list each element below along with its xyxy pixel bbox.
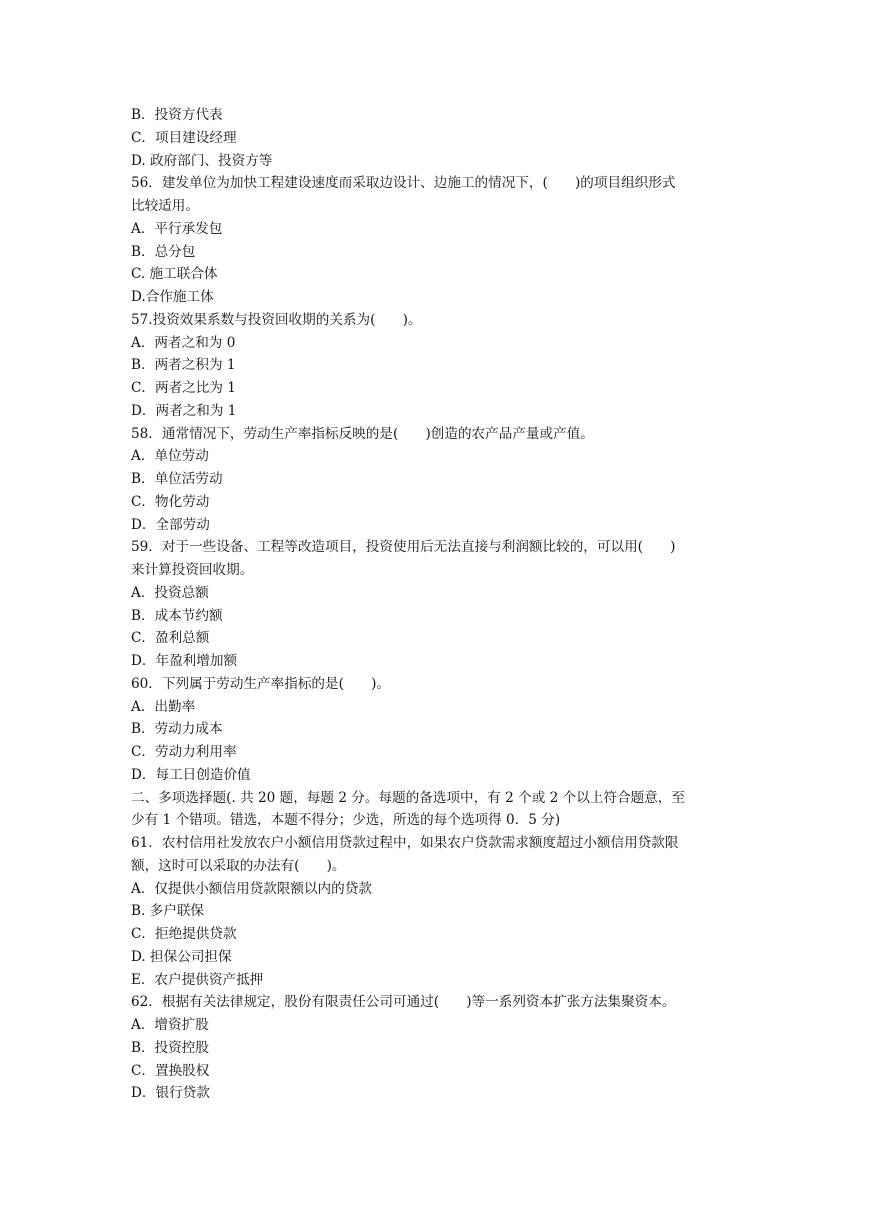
- option-b-text: B. 多户联保: [131, 903, 205, 920]
- document-page: [131, 104, 743, 1105]
- option-b-text: B．两者之积为 1: [131, 357, 236, 374]
- option-e-text: E．农户提供资产抵押: [131, 971, 264, 988]
- option-a-text: A．两者之和为 0: [131, 334, 236, 351]
- option-c-text: C．置换股权: [131, 1062, 210, 1079]
- option-a-text: A．平行承发包: [131, 220, 223, 237]
- option-c-text: C．物化劳动: [131, 493, 210, 510]
- question-61-text-cont: 额，这时可以采取的办法有( )。: [131, 857, 346, 874]
- question-59-text: 59．对于一些设备、工程等改造项目，投资使用后无法直接与利润额比较的，可以用( ): [131, 539, 676, 556]
- question-56-text: 56．建发单位为加快工程建设速度而采取边设计、边施工的情况下，( )的项目组织形式: [131, 175, 676, 192]
- question-56-text-cont: 比较适用。: [131, 198, 199, 214]
- question-62-text: 62．根据有关法律规定，股份有限责任公司可通过( )等一系列资本扩张方法集聚资本。: [131, 994, 676, 1011]
- question-58-text: 58．通常情况下，劳动生产率指标反映的是( )创造的农产品产量或产值。: [131, 425, 594, 442]
- option-c-text: C．拒绝提供贷款: [131, 926, 237, 942]
- option-c-text: C. 施工联合体: [131, 266, 218, 283]
- option-d-text: D.合作施工体: [131, 289, 214, 305]
- option-a-text: A．单位劳动: [131, 448, 209, 465]
- option-b-text: B．总分包: [131, 243, 196, 260]
- option-a-text: A．仅提供小额信用贷款限额以内的贷款: [131, 880, 372, 897]
- question-57-text: 57.投资效果系数与投资回收期的关系为( )。: [131, 311, 422, 328]
- question-59-text-cont: 来计算投资回收期。: [131, 562, 254, 578]
- option-b-text: B．成本节约额: [131, 607, 223, 624]
- option-b-text: B．劳动力成本: [131, 721, 223, 738]
- section-heading: 二、多项选择题(. 共 20 题，每题 2 分。每题的备选项中，有 2 个或 2 个以上符合题意，至: [131, 789, 685, 806]
- option-b-text: B．投资方代表: [131, 107, 223, 123]
- option-d-text: D. 担保公司担保: [131, 948, 232, 965]
- option-d-text: D．全部劳动: [131, 516, 210, 533]
- option-d-text: D. 政府部门、投资方等: [131, 152, 273, 169]
- option-a-text: A．增资扩股: [131, 1017, 209, 1033]
- option-b-text: B．单位活劳动: [131, 471, 223, 487]
- option-a-text: A．出勤率: [131, 698, 196, 715]
- section-heading-cont: 少有 1 个错项。错选，本题不得分；少选，所选的每个选项得 0．5 分): [131, 812, 561, 829]
- question-60-text: 60．下列属于劳动生产率指标的是( )。: [131, 675, 390, 692]
- option-d-text: D．每工日创造价值: [131, 766, 251, 783]
- option-d-text: D．两者之和为 1: [131, 402, 237, 419]
- option-c-text: C．项目建设经理: [131, 129, 237, 146]
- option-b-text: B．投资控股: [131, 1039, 209, 1056]
- option-c-text: C．两者之比为 1: [131, 380, 236, 396]
- question-61-text: 61．农村信用社发放农户小额信用贷款过程中，如果农户贷款需求额度超过小额信用贷款限: [131, 835, 679, 851]
- option-a-text: A．投资总额: [131, 584, 209, 601]
- option-c-text: C．劳动力利用率: [131, 744, 237, 760]
- option-d-text: D．银行贷款: [131, 1085, 210, 1102]
- option-d-text: D．年盈利增加额: [131, 653, 238, 669]
- option-c-text: C．盈利总额: [131, 630, 210, 647]
